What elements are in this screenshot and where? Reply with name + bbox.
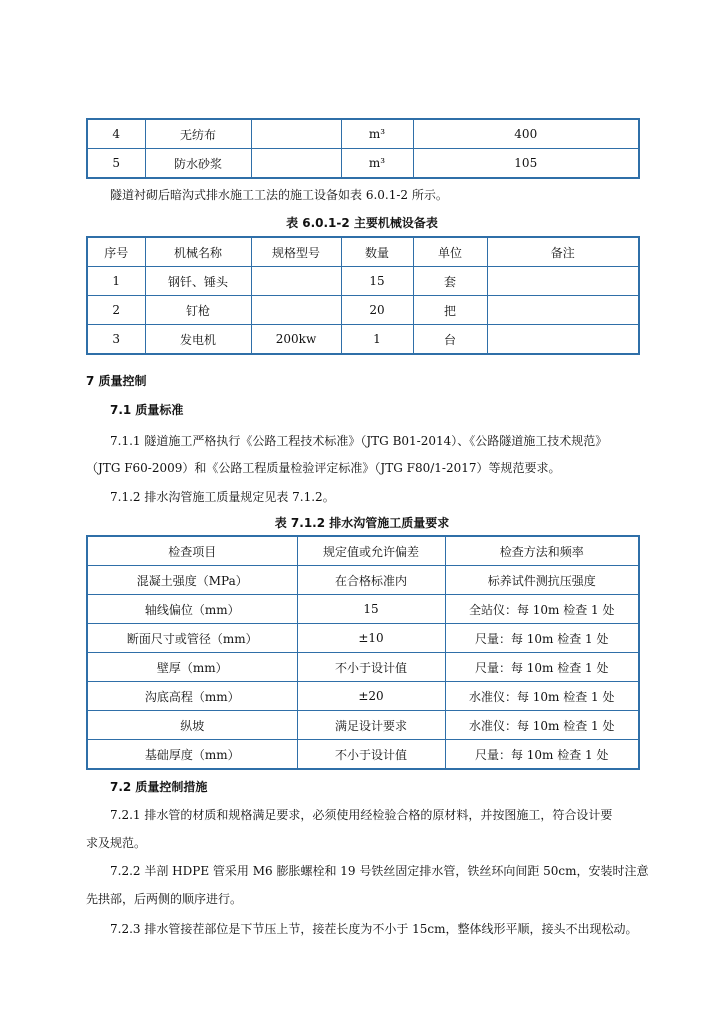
table-row [87, 682, 639, 711]
table-cell: 尺量：每 10m 检查 1 处 [445, 740, 639, 770]
table-row [87, 624, 639, 653]
table-row [87, 325, 639, 355]
table-header-cell: 检查项目 [87, 536, 297, 566]
table-cell: 尺量：每 10m 检查 1 处 [445, 624, 639, 653]
material-table-continued [86, 118, 640, 179]
table-header-cell: 机械名称 [145, 237, 251, 267]
table-cell: 沟底高程（mm） [87, 682, 297, 711]
table-cell: 纵坡 [87, 711, 297, 740]
table-cell: 轴线偏位（mm） [87, 595, 297, 624]
table-cell: 不小于设计值 [297, 740, 445, 770]
table-cell [251, 296, 341, 325]
table-cell [251, 149, 341, 179]
table-cell: 3 [87, 325, 145, 355]
table-row [87, 740, 639, 770]
table-header-cell: 规格型号 [251, 237, 341, 267]
table-header-cell: 数量 [341, 237, 413, 267]
table-cell: 水准仪：每 10m 检查 1 处 [445, 682, 639, 711]
table-cell: 钢钎、锤头 [145, 267, 251, 296]
table-cell: 5 [87, 149, 145, 179]
table-cell [251, 119, 341, 149]
table-cell: 标养试件测抗压强度 [445, 566, 639, 595]
table-cell: 15 [297, 595, 445, 624]
equipment-intro-paragraph: 隧道衬砌后暗沟式排水施工工法的施工设备如表 6.0.1-2 所示。 [110, 188, 448, 202]
paragraph-7-2-2-line1: 7.2.2 半剖 HDPE 管采用 M6 膨胀螺栓和 19 号铁丝固定排水管，铁丝环向间距 50cm，安装时注意 [110, 864, 649, 878]
table-cell: ±20 [297, 682, 445, 711]
table-header-cell: 单位 [413, 237, 487, 267]
table-cell: 400 [413, 119, 639, 149]
paragraph-7-2-3: 7.2.3 排水管接茬部位是下节压上节，接茬长度为不小于 15cm，整体线形平顺，接头不出现松动。 [110, 922, 638, 936]
table-cell: 混凝土强度（MPa） [87, 566, 297, 595]
table-cell: 发电机 [145, 325, 251, 355]
table-cell: 无纺布 [145, 119, 251, 149]
table-cell: 1 [341, 325, 413, 355]
table-header-cell: 备注 [487, 237, 639, 267]
table-cell: 20 [341, 296, 413, 325]
paragraph-7-2-1-line1: 7.2.1 排水管的材质和规格满足要求，必须使用经检验合格的原材料，并按图施工，符合设计要 [110, 808, 613, 822]
table-row [87, 119, 639, 149]
table-cell: 把 [413, 296, 487, 325]
section-7-1-title: 7.1 质量标准 [110, 403, 184, 417]
paragraph-7-2-1-line2: 求及规范。 [86, 836, 147, 850]
table-cell: 水准仪：每 10m 检查 1 处 [445, 711, 639, 740]
table-header-row [87, 536, 639, 566]
quality-table [86, 535, 640, 770]
table-cell [487, 296, 639, 325]
table-cell: 套 [413, 267, 487, 296]
table-cell: 不小于设计值 [297, 653, 445, 682]
table-cell: 壁厚（mm） [87, 653, 297, 682]
table-cell [487, 267, 639, 296]
table-row [87, 267, 639, 296]
paragraph-7-1-2: 7.1.2 排水沟管施工质量规定见表 7.1.2。 [110, 490, 335, 504]
table-cell: m³ [341, 149, 413, 179]
table-header-cell: 序号 [87, 237, 145, 267]
table-cell [487, 325, 639, 355]
table-cell: 全站仪：每 10m 检查 1 处 [445, 595, 639, 624]
table-row [87, 296, 639, 325]
table-row [87, 595, 639, 624]
table-cell: 基础厚度（mm） [87, 740, 297, 770]
table-cell: 防水砂浆 [145, 149, 251, 179]
table-cell [251, 267, 341, 296]
table-cell: 尺量：每 10m 检查 1 处 [445, 653, 639, 682]
section-7-title: 7 质量控制 [86, 374, 147, 388]
table-cell: 满足设计要求 [297, 711, 445, 740]
table-header-row [87, 237, 639, 267]
table-cell: m³ [341, 119, 413, 149]
table-cell: 105 [413, 149, 639, 179]
table-cell: 200kw [251, 325, 341, 355]
table-cell: 钉枪 [145, 296, 251, 325]
quality-table-caption: 表 7.1.2 排水沟管施工质量要求 [274, 516, 450, 530]
table-cell: 断面尺寸或管径（mm） [87, 624, 297, 653]
table-cell: 15 [341, 267, 413, 296]
table-row [87, 149, 639, 179]
table-cell: 台 [413, 325, 487, 355]
table-header-cell: 规定值或允许偏差 [297, 536, 445, 566]
equipment-table-caption: 表 6.0.1-2 主要机械设备表 [286, 216, 438, 230]
paragraph-7-1-1-line1: 7.1.1 隧道施工严格执行《公路工程技术标准》（JTG B01-2014）、《公路隧道施工技术规范》 [110, 434, 608, 448]
table-cell: 1 [87, 267, 145, 296]
equipment-table [86, 236, 640, 355]
table-cell: 2 [87, 296, 145, 325]
table-row [87, 566, 639, 595]
table-cell: 4 [87, 119, 145, 149]
table-row [87, 711, 639, 740]
paragraph-7-2-2-line2: 先拱部，后两侧的顺序进行。 [86, 892, 243, 906]
paragraph-7-1-1-line2: （JTG F60-2009）和《公路工程质量检验评定标准》（JTG F80/1-2017）等规范要求。 [86, 461, 561, 475]
table-row [87, 653, 639, 682]
table-cell: ±10 [297, 624, 445, 653]
table-header-cell: 检查方法和频率 [445, 536, 639, 566]
table-cell: 在合格标准内 [297, 566, 445, 595]
section-7-2-title: 7.2 质量控制措施 [110, 780, 208, 794]
